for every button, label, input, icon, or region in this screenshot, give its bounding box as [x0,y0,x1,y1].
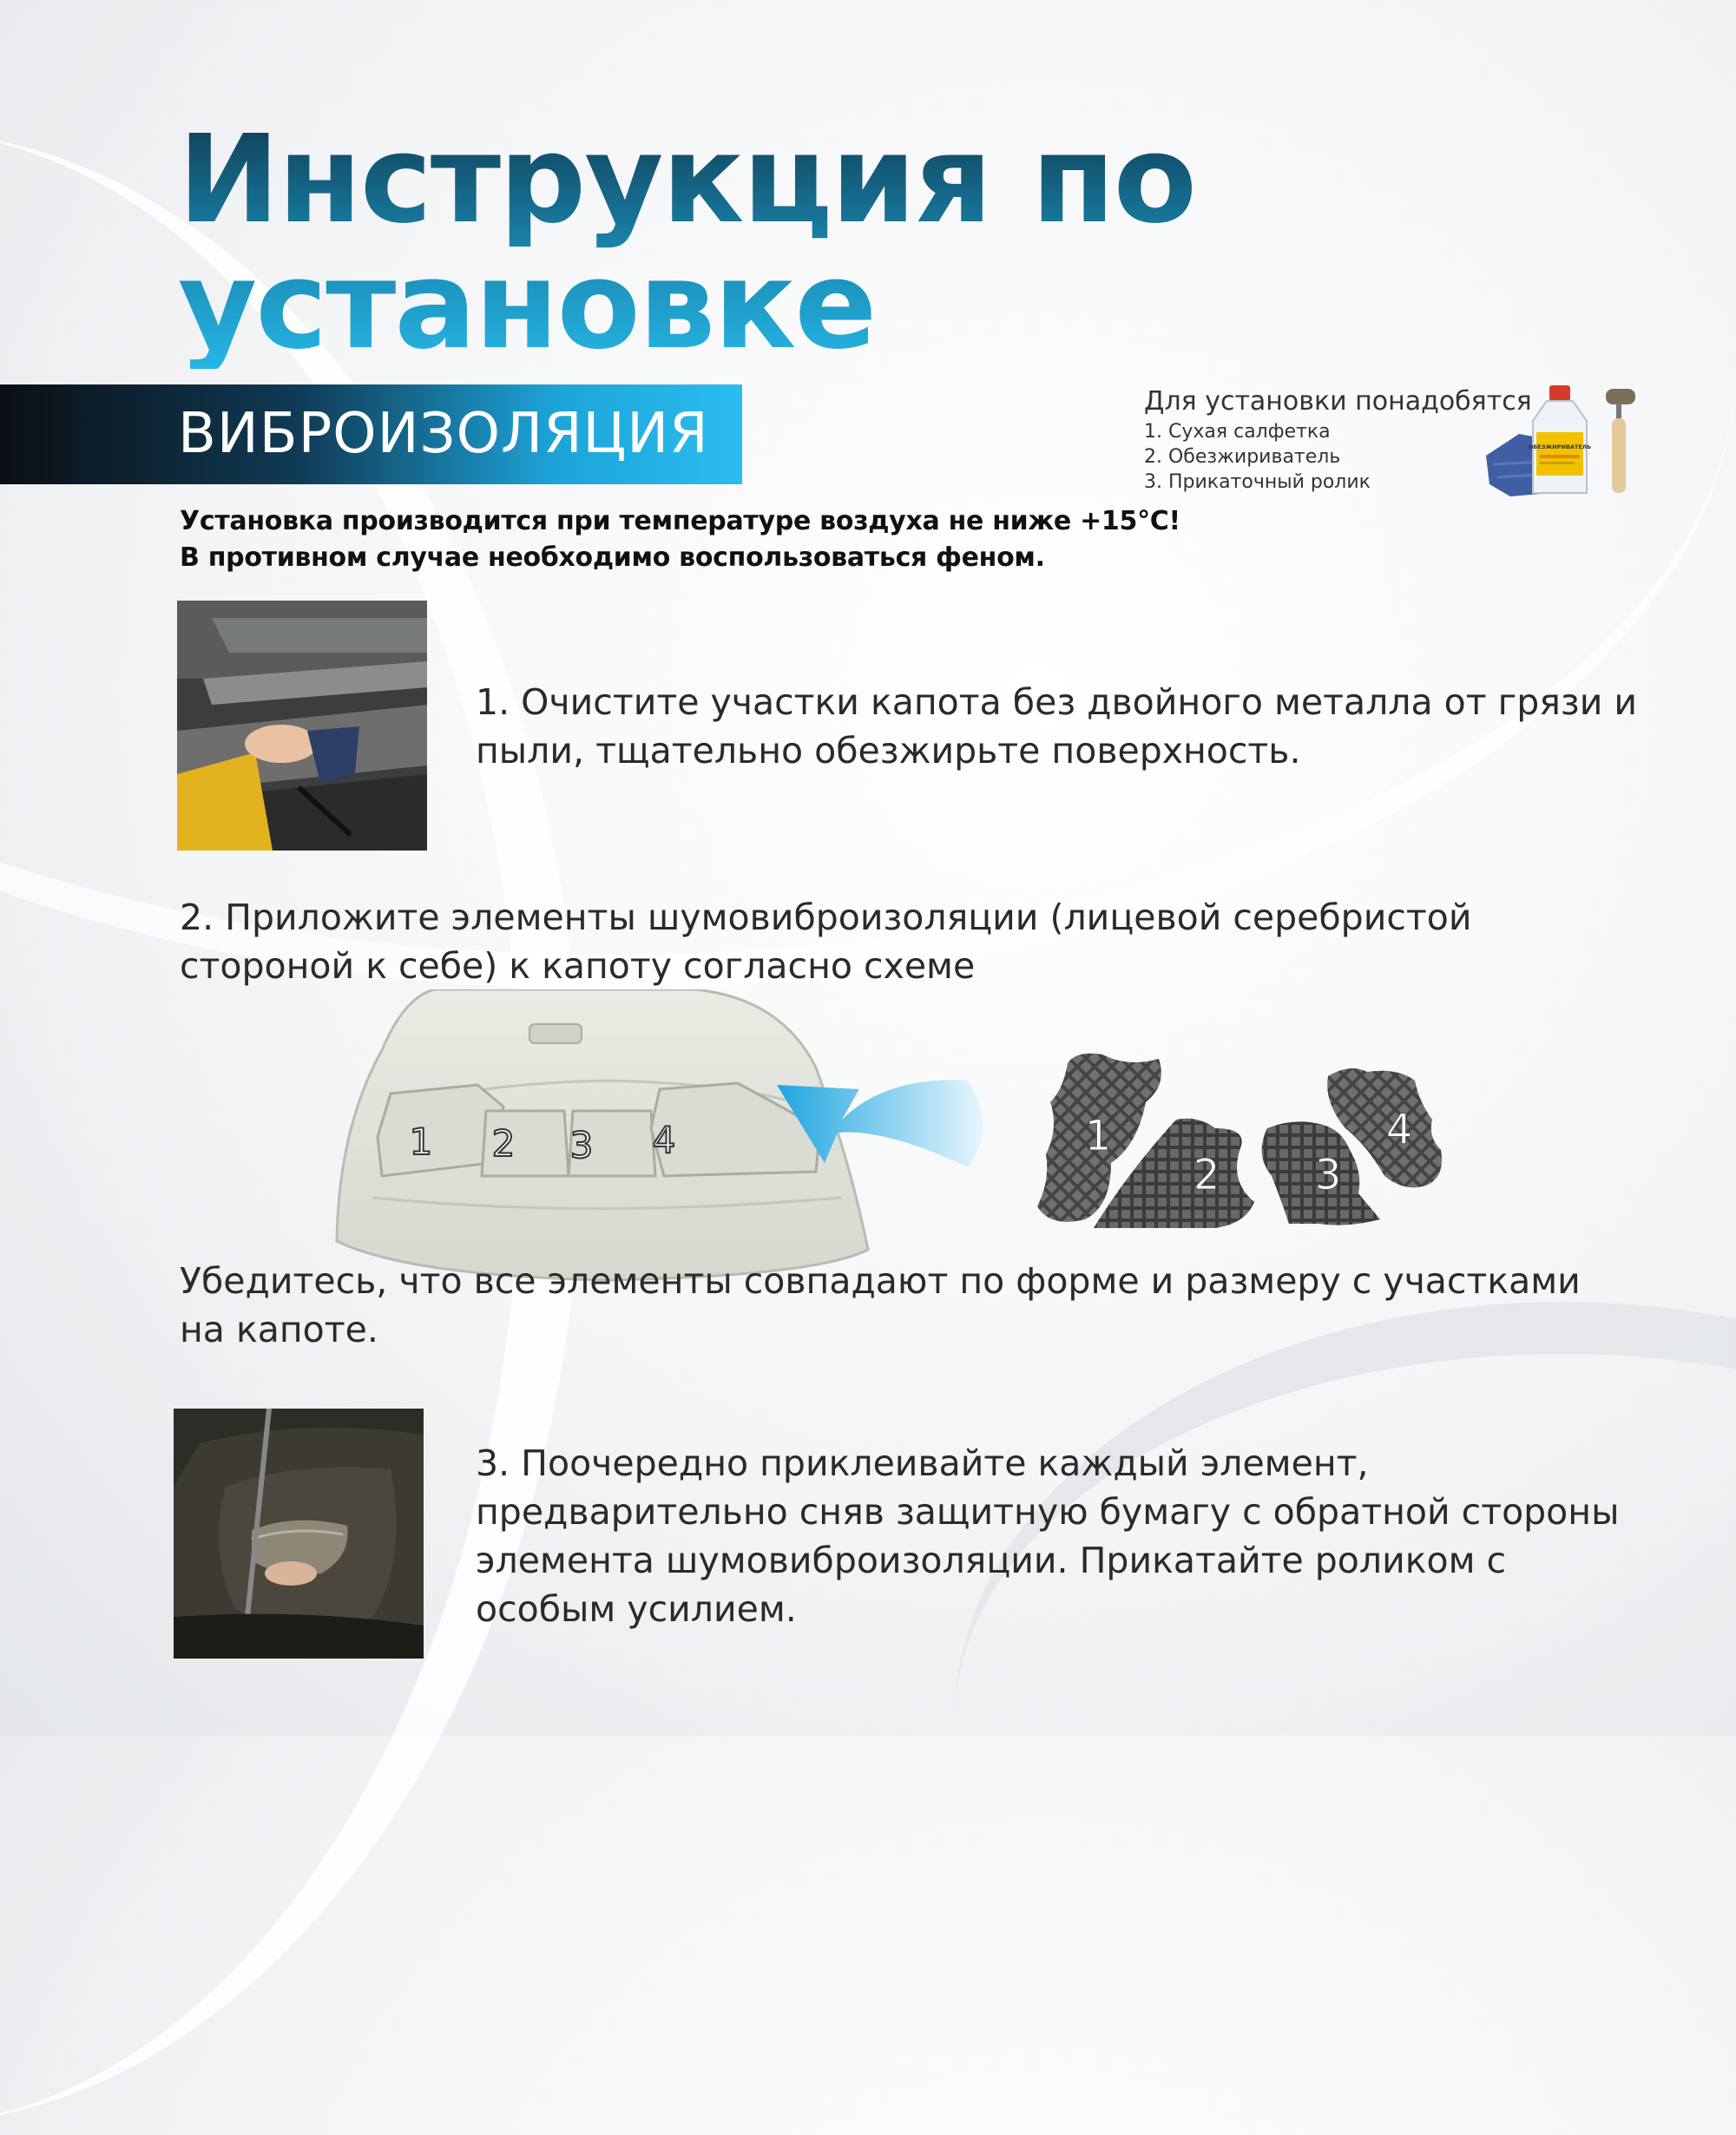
piece-label: 1 [1084,1112,1112,1160]
insulation-pieces [1037,1054,1442,1228]
step1-text: 1. Очистите участки капота без двойного металла от грязи и пыли, тщательно обезжирьте поверхность. [476,681,1638,772]
background-swoosh [955,1302,1736,2135]
page-title-line: установке [178,235,876,377]
step3-text: 3. Поочередно приклеивайте каждый элемент, предварительно сняв защитную бумагу с обратной стороны элемента шумовиброизоляции. Прикатайте роликом с особым усилием. [476,1442,1620,1630]
tools-image [1484,382,1641,499]
step1-photo [177,601,427,851]
temperature-warning [180,503,1180,576]
piece-label: 3 [1314,1151,1342,1199]
tool-item: 1. Сухая салфетка [1144,421,1331,443]
hood-zone-label: 2 [491,1122,516,1165]
required-tools-heading: Для установки понадобятся [1144,386,1532,417]
piece-label: 2 [1193,1151,1220,1199]
step3-photo [174,1409,424,1659]
roller-icon [1606,389,1635,493]
warning-line: Установка производится при температуре воздуха не ниже +15°C! [180,506,1180,536]
installation-diagram [330,989,1510,1289]
tool-item: 2. Обезжириватель [1144,446,1341,468]
page-title [178,109,1195,377]
degreaser-bottle-icon [1529,385,1591,493]
step2-text: 2. Приложите элементы шумовиброизоляции (лицевой серебристой стороной к себе) к капоту согласно схеме [180,897,1472,987]
warning-line: В противном случае необходимо воспользоваться феном. [180,542,1045,573]
hood-zone-label: 4 [652,1119,676,1161]
hood-zone-label: 3 [569,1124,594,1166]
check-fit-text: Убедитесь, что все элементы совпадают по форме и размеру с участками на капоте. [180,1260,1581,1350]
hood-zone-label: 1 [409,1120,433,1163]
section-banner-label: ВИБРОИЗОЛЯЦИЯ [178,402,709,466]
bottle-label: ОБЕЗЖИРИВАТЕЛЬ [1528,443,1592,450]
car-hood-icon [337,989,868,1280]
page-title-line: Инструкция по [178,109,1195,251]
piece-label: 4 [1385,1106,1413,1154]
tool-item: 3. Прикаточный ролик [1144,471,1371,493]
